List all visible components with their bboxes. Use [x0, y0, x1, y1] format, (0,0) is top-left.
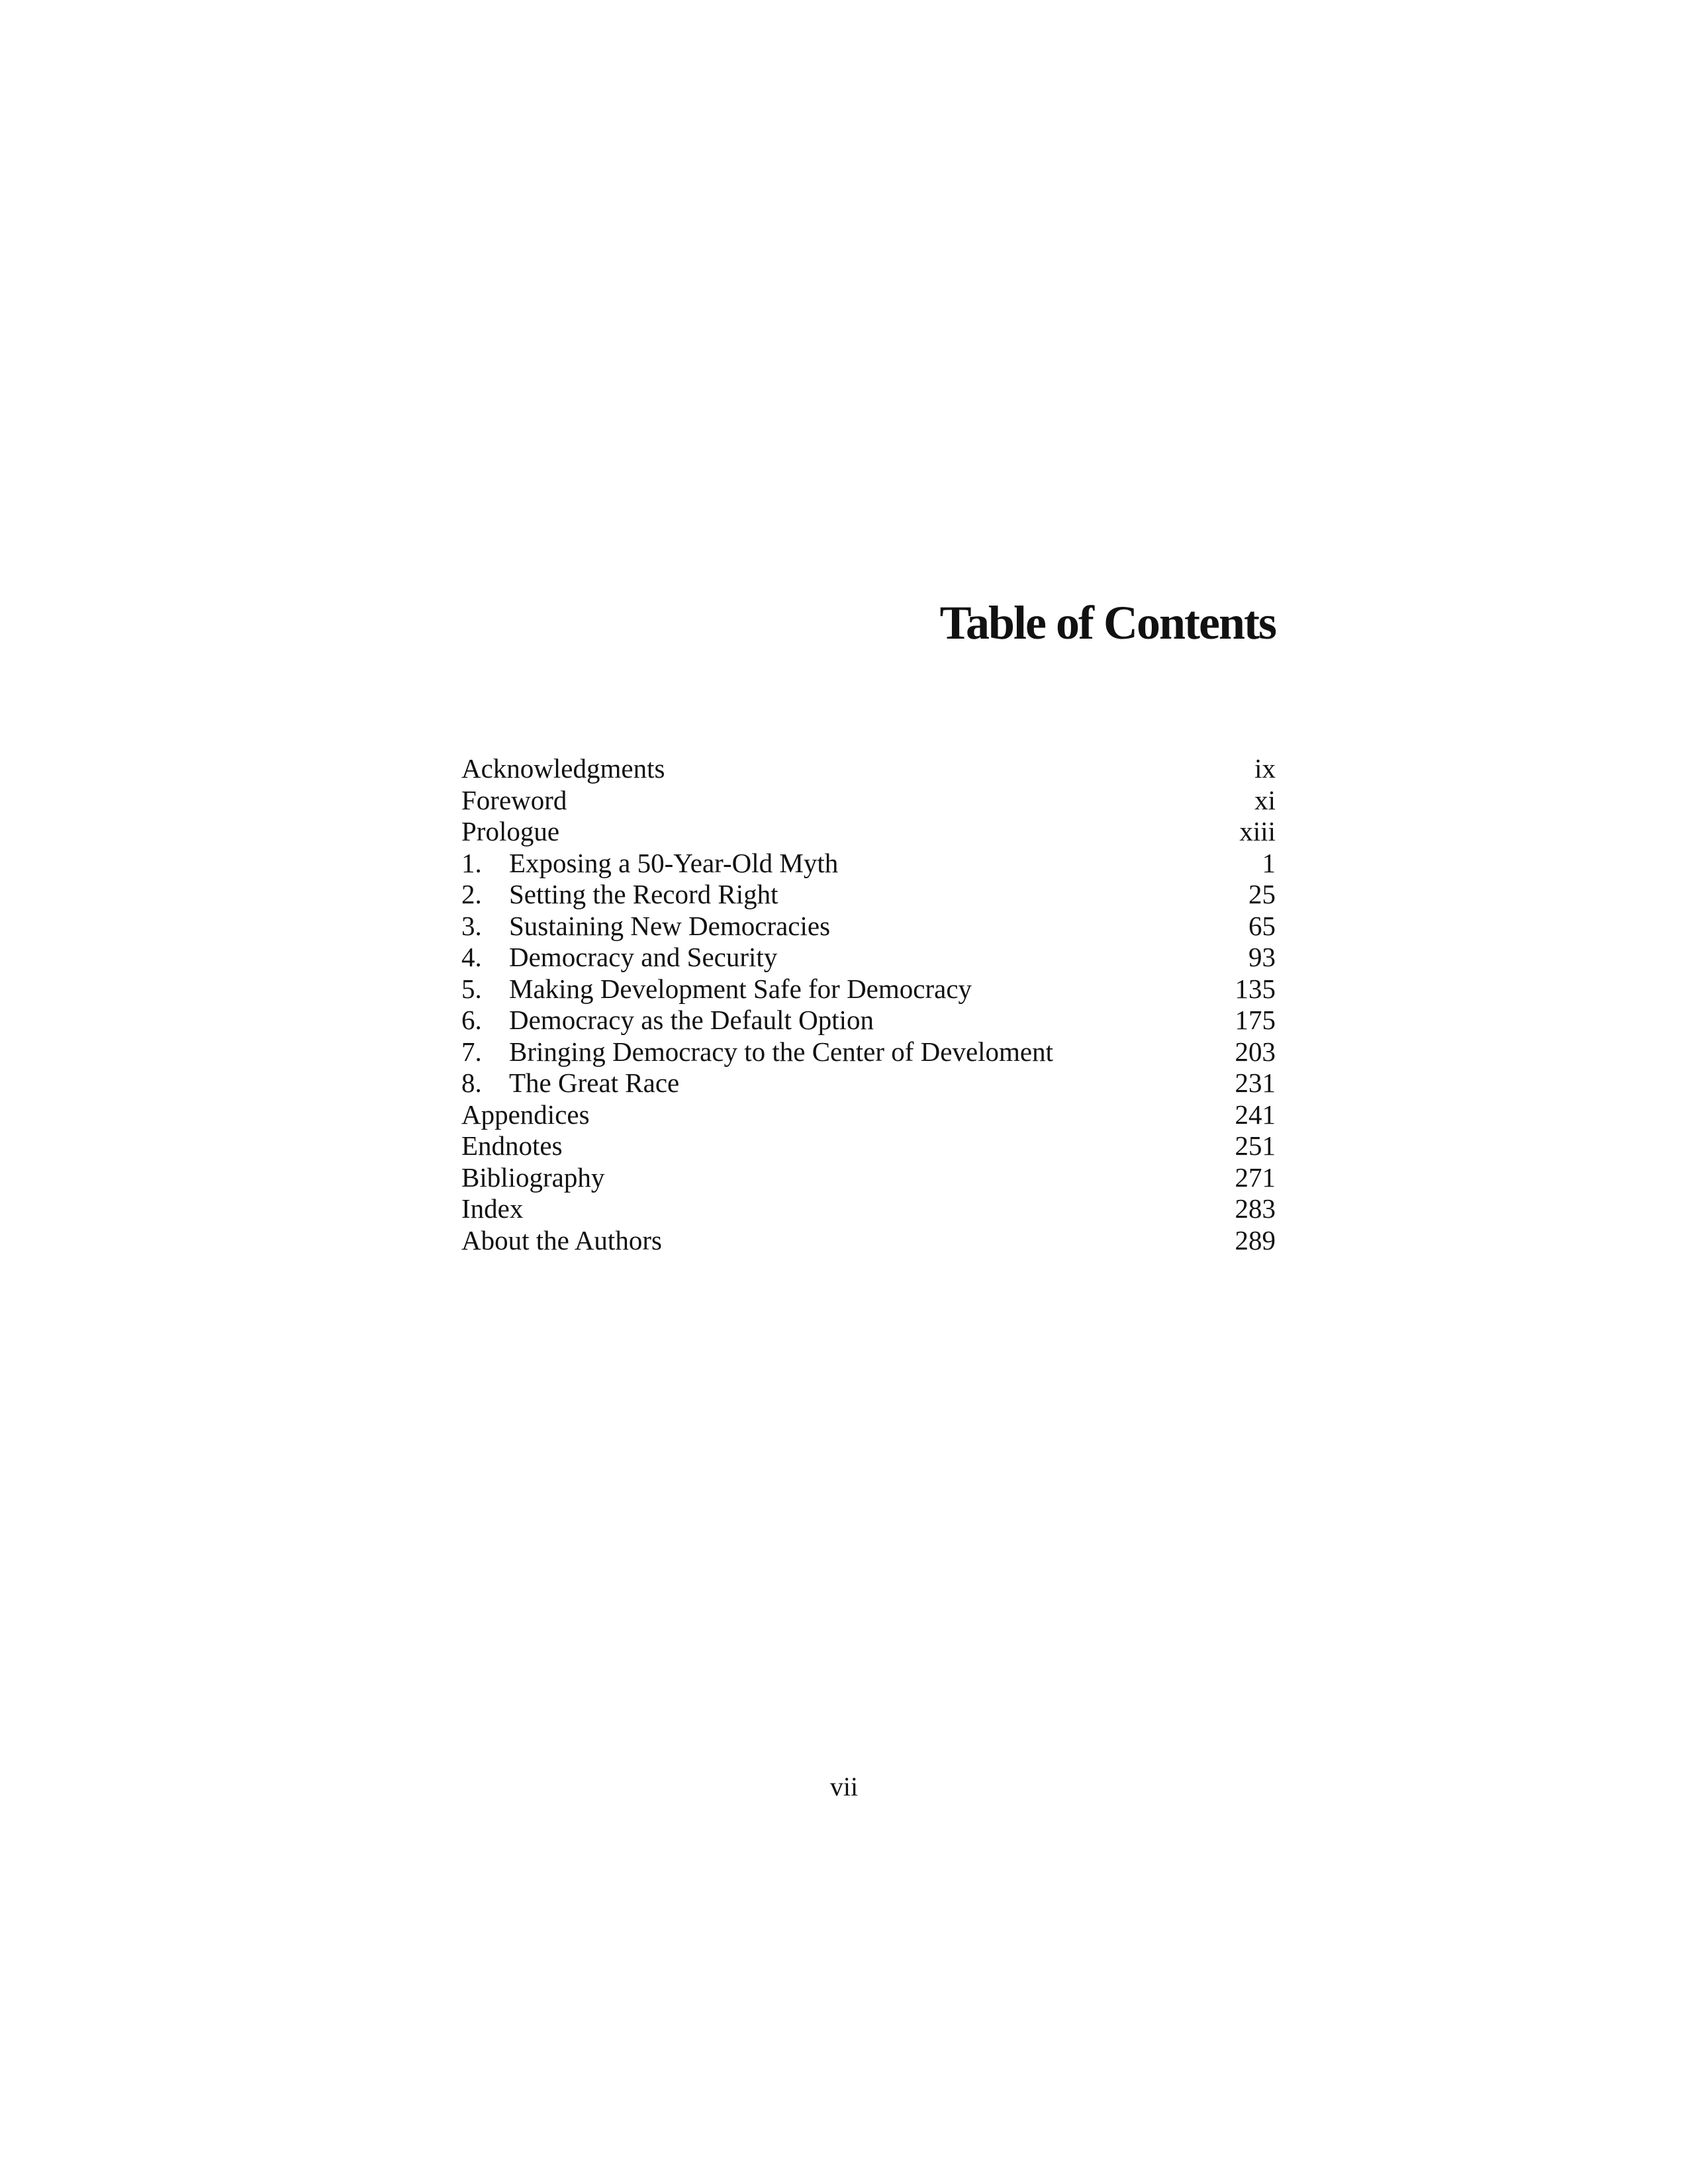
toc-entry [461, 942, 1276, 974]
toc-entry-page: xiii [1239, 816, 1276, 846]
toc-entry-number: 6. [461, 1005, 482, 1035]
toc-entry-number: 8. [461, 1068, 482, 1098]
toc-entry-label: Democracy and Security [509, 942, 778, 972]
toc-entry-label: Acknowledgments [461, 753, 665, 784]
toc-entry [461, 816, 1276, 848]
toc-entry-label: Setting the Record Right [509, 879, 778, 909]
toc-entry [461, 1005, 1276, 1036]
toc-entry-label: Index [461, 1193, 524, 1224]
toc-entry [461, 753, 1276, 785]
toc-entry-number: 3. [461, 910, 482, 941]
toc-entry-number: 4. [461, 942, 482, 972]
toc-entry-page: 241 [1235, 1099, 1276, 1130]
toc-entry [461, 1225, 1276, 1257]
toc-entry-page: xi [1254, 784, 1276, 815]
toc-entry [461, 974, 1276, 1005]
toc-entry-page: 93 [1248, 942, 1276, 972]
toc-entry-label: Bringing Democracy to the Center of Develoment [509, 1036, 1054, 1067]
toc-entry-label: The Great Race [509, 1068, 680, 1098]
toc-entry [461, 879, 1276, 911]
toc-entry [461, 1130, 1276, 1162]
toc-entry-page: ix [1254, 753, 1276, 784]
table-of-contents [461, 753, 1276, 1256]
toc-entry-label: Making Development Safe for Democracy [509, 973, 972, 1004]
page-number: vii [829, 1772, 859, 1801]
toc-entry-page: 203 [1235, 1036, 1276, 1067]
toc-entry-label: Appendices [461, 1099, 590, 1130]
toc-entry-label: Exposing a 50-Year-Old Myth [509, 847, 839, 878]
toc-entry-label: Sustaining New Democracies [509, 910, 831, 941]
toc-entry [461, 1068, 1276, 1099]
toc-entry-page: 271 [1235, 1161, 1276, 1193]
toc-entry [461, 1162, 1276, 1194]
toc-entry-page: 231 [1235, 1068, 1276, 1098]
toc-entry [461, 911, 1276, 942]
toc-entry [461, 785, 1276, 817]
toc-entry-page: 289 [1235, 1224, 1276, 1255]
toc-entry-number: 2. [461, 879, 482, 909]
page-title: Table of Contents [939, 596, 1276, 649]
toc-entry-page: 251 [1235, 1130, 1276, 1161]
toc-entry-label: About the Authors [461, 1224, 662, 1255]
toc-entry [461, 1099, 1276, 1131]
toc-entry [461, 1036, 1276, 1068]
toc-entry-number: 5. [461, 973, 482, 1004]
toc-entry-label: Foreword [461, 784, 567, 815]
toc-entry-page: 283 [1235, 1193, 1276, 1224]
toc-entry-page: 1 [1262, 847, 1276, 878]
toc-entry-label: Democracy as the Default Option [509, 1005, 874, 1035]
toc-entry [461, 848, 1276, 880]
toc-entry-number: 7. [461, 1036, 482, 1067]
toc-entry [461, 1193, 1276, 1225]
toc-entry-page: 175 [1235, 1005, 1276, 1035]
toc-entry-label: Prologue [461, 816, 560, 846]
toc-entry-label: Endnotes [461, 1130, 563, 1161]
toc-entry-label: Bibliography [461, 1161, 605, 1193]
toc-entry-page: 25 [1248, 879, 1276, 909]
toc-entry-number: 1. [461, 847, 482, 878]
toc-entry-page: 135 [1235, 973, 1276, 1004]
toc-entry-page: 65 [1248, 910, 1276, 941]
